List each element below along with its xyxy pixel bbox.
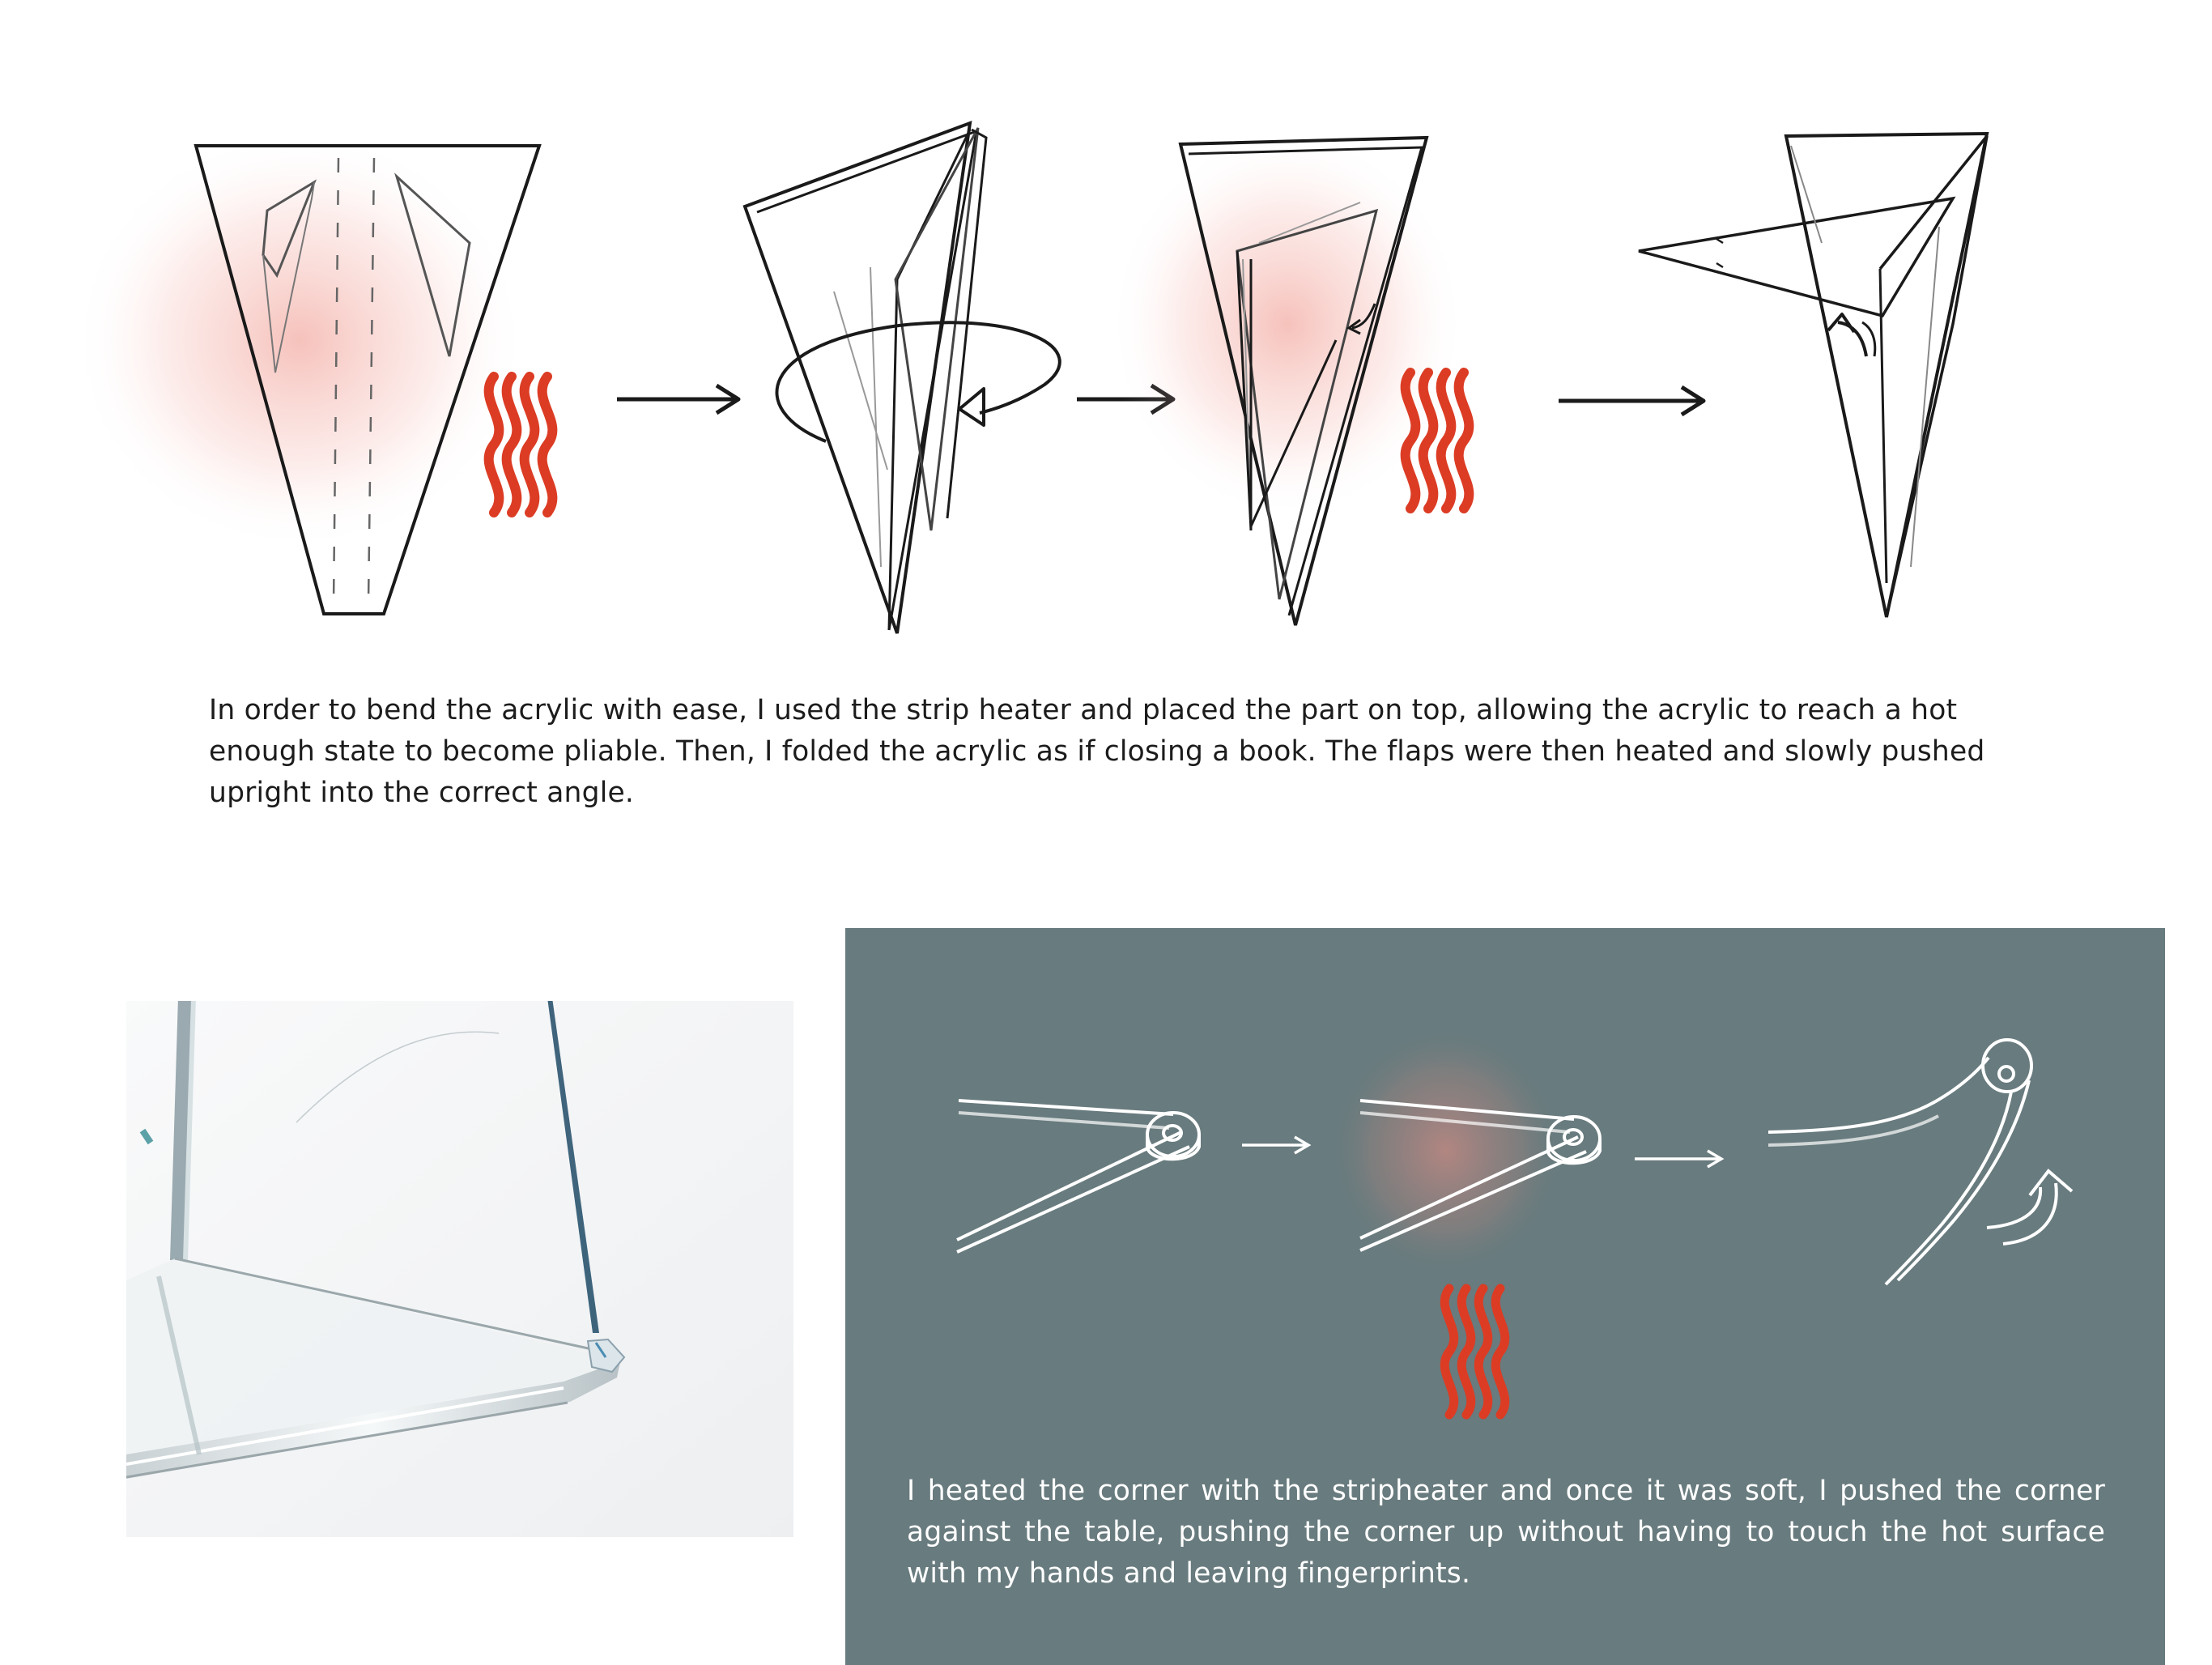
process-description: In order to bend the acrylic with ease, I used the strip heater and placed the part on top, allowing the acrylic to reach a hot enough state to become pliable. Then, I folded the acrylic as if closing a book. The flaps were then heated and slowly pushed upright into the correct angle. (209, 694, 1985, 809)
rotate-arrow-icon (777, 322, 1060, 441)
curved-up-arrow-icon (1987, 1171, 2072, 1244)
heat-glow (1329, 1025, 1563, 1276)
step-4-finished-piece (1639, 134, 1987, 617)
arrow-right-icon (617, 385, 738, 413)
fold-process-diagram (0, 0, 2212, 664)
arrow-right-icon (1242, 1137, 1308, 1153)
heat-waves-icon (1444, 1288, 1505, 1415)
corner-description: I heated the corner with the stripheater and once it was soft, I pushed the corner against the table, pushing the corner up without having to touch the hot surface with my hands and leaving fingerprints. (907, 1475, 2105, 1590)
arrow-right-icon (1635, 1151, 1721, 1167)
step-1-flat-piece (73, 130, 539, 614)
corner-step-1 (957, 1101, 1199, 1252)
corner-bending-panel (845, 928, 2165, 1665)
corner-step-3 (1768, 1040, 2031, 1284)
arrow-right-icon (1559, 387, 1704, 415)
curved-up-arrow-icon (1828, 314, 1875, 356)
acrylic-corner-photo (126, 1001, 793, 1537)
